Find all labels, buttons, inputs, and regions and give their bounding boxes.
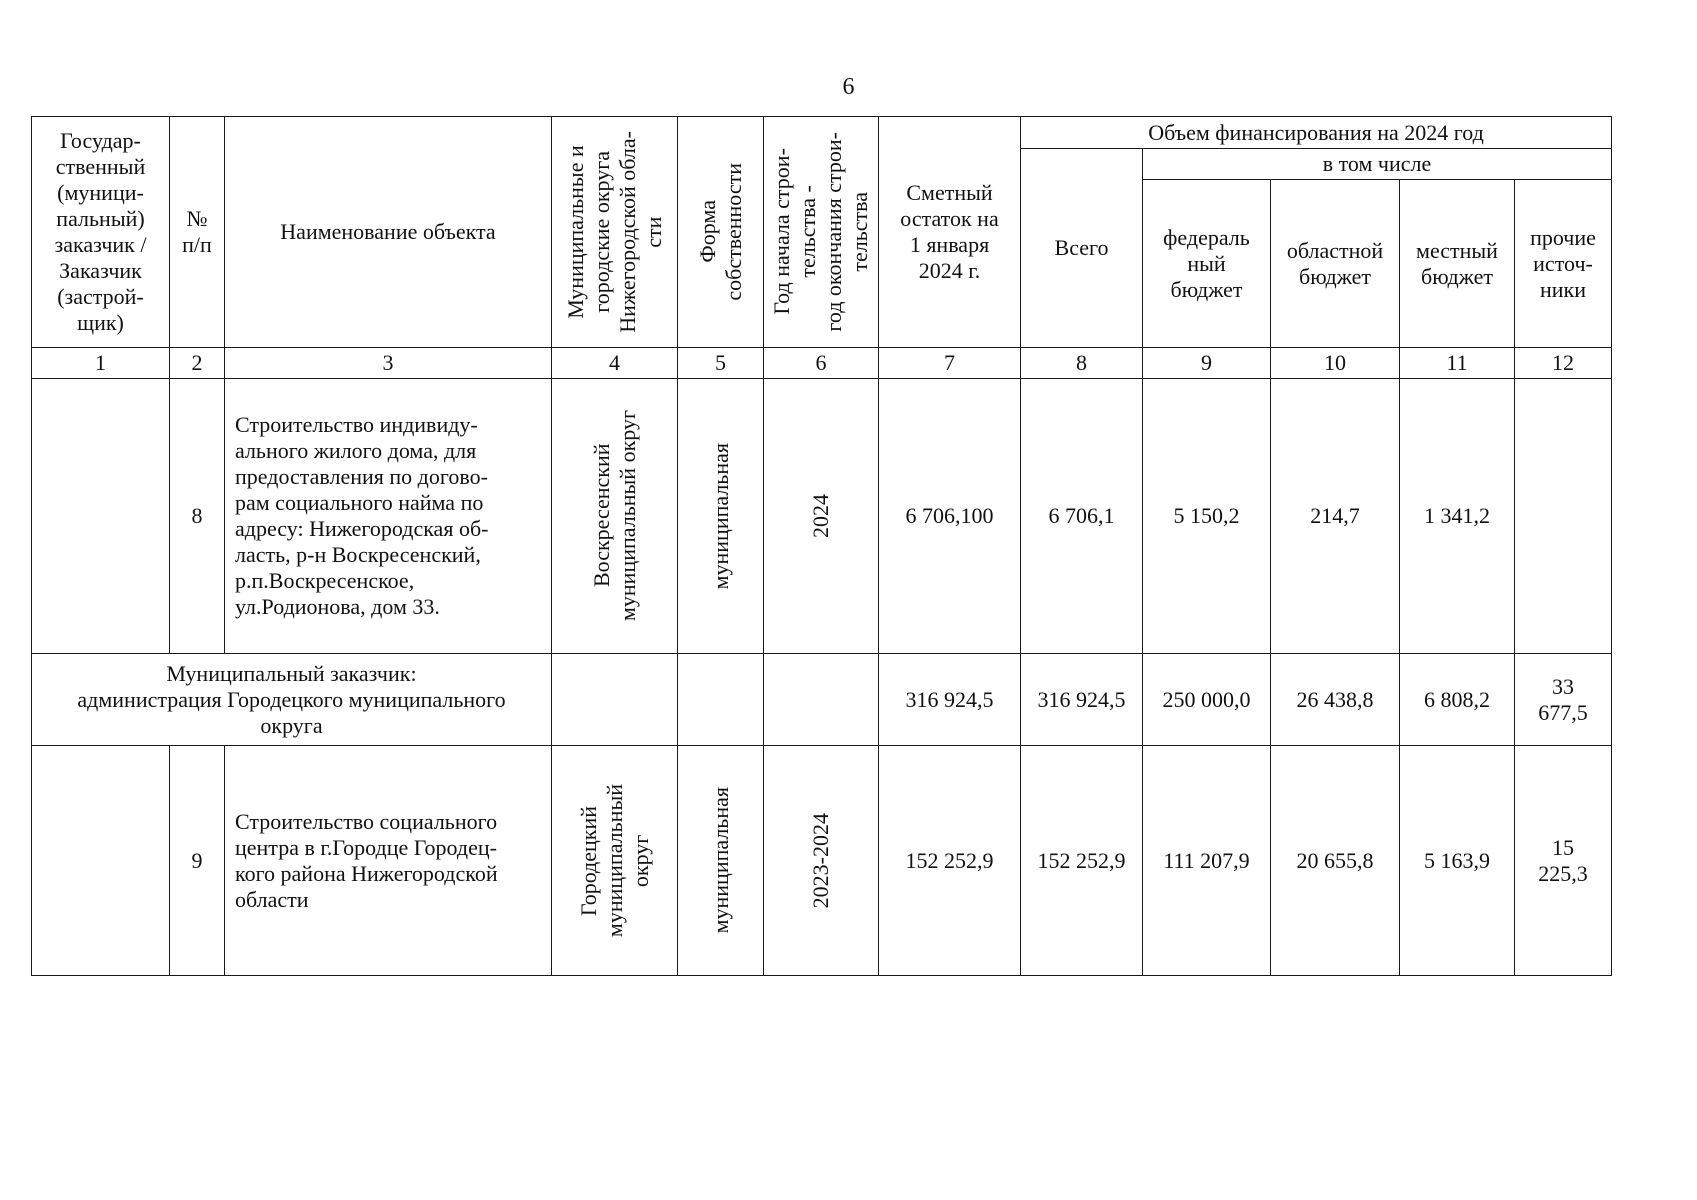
column-number: 4 <box>552 348 678 379</box>
row-municipal-district <box>552 379 678 654</box>
header-num: № п/п <box>170 117 225 348</box>
column-number: 11 <box>1400 348 1515 379</box>
row-municipal-district-text: Городецкий муниципальный округ <box>575 783 653 938</box>
customer-group-empty <box>764 654 879 746</box>
row-estimated-balance: 152 252,9 <box>879 746 1021 976</box>
row-construction-years-text: 2024 <box>808 494 833 538</box>
customer-group-empty <box>678 654 764 746</box>
header-local-budget: местный бюджет <box>1400 180 1515 348</box>
header-funding-volume: Объем финансирования на 2024 год <box>1021 117 1612 149</box>
row-construction-years <box>764 746 879 976</box>
column-number: 6 <box>764 348 879 379</box>
row-num: 9 <box>170 746 225 976</box>
table-row <box>32 379 1612 654</box>
header-federal-budget: федераль ный бюджет <box>1143 180 1271 348</box>
column-number: 9 <box>1143 348 1271 379</box>
header-construction-years-text: Год начала строи- тельства - год окончания строи- тельства <box>769 132 872 332</box>
header-customer: Государ- ственный (муници- пальный) заказчик / Заказчик (застрой- щик) <box>32 117 170 348</box>
column-number: 12 <box>1515 348 1612 379</box>
column-number: 10 <box>1271 348 1400 379</box>
customer-group-local-budget: 6 808,2 <box>1400 654 1515 746</box>
header-total: Всего <box>1021 149 1143 348</box>
row-ownership-form <box>678 746 764 976</box>
column-number: 7 <box>879 348 1021 379</box>
row-object-name: Строительство индивиду- ального жилого дома, для предоставления по догово- рам социального найма по адресу: Нижегородская об- ласть, р-н Воскресенский, р.п.Воскресенское, ул.Родионова, дом 33. <box>225 379 552 654</box>
row-local-budget: 1 341,2 <box>1400 379 1515 654</box>
column-number: 1 <box>32 348 170 379</box>
header-municipal-district-text: Муниципальные и городские округа Нижегородской обла- сти <box>562 131 666 333</box>
row-municipal-district-text: Воскресенский муниципальный округ <box>588 410 640 622</box>
row-federal-budget: 111 207,9 <box>1143 746 1271 976</box>
header-ownership-form <box>678 117 764 348</box>
column-numbers-row <box>32 348 1612 379</box>
customer-group-other-sources: 33 677,5 <box>1515 654 1612 746</box>
header-ownership-form-text: Форма собственности <box>694 163 746 301</box>
customer-group-label: Муниципальный заказчик: администрация Городецкого муниципального округа <box>32 654 552 746</box>
column-number: 5 <box>678 348 764 379</box>
header-row-1 <box>32 117 1612 149</box>
row-num: 8 <box>170 379 225 654</box>
row-federal-budget: 5 150,2 <box>1143 379 1271 654</box>
row-other-sources: 15 225,3 <box>1515 746 1612 976</box>
row-other-sources <box>1515 379 1612 654</box>
row-ownership-form-text: муниципальная <box>707 442 733 590</box>
table-row <box>32 746 1612 976</box>
header-estimated-balance: Сметный остаток на 1 января 2024 г. <box>879 117 1021 348</box>
customer-group-empty <box>552 654 678 746</box>
column-number: 2 <box>170 348 225 379</box>
row-construction-years-text: 2023-2024 <box>808 812 833 909</box>
row-estimated-balance: 6 706,100 <box>879 379 1021 654</box>
row-object-name: Строительство социального центра в г.Городце Городец- кого района Нижегородской области <box>225 746 552 976</box>
page-number: 6 <box>842 74 855 100</box>
header-construction-years <box>764 117 879 348</box>
column-number: 8 <box>1021 348 1143 379</box>
header-other-sources: прочие источ- ники <box>1515 180 1612 348</box>
customer-group-estimated-balance: 316 924,5 <box>879 654 1021 746</box>
customer-group-regional-budget: 26 438,8 <box>1271 654 1400 746</box>
header-object-name: Наименование объекта <box>225 117 552 348</box>
row-local-budget: 5 163,9 <box>1400 746 1515 976</box>
customer-group-federal-budget: 250 000,0 <box>1143 654 1271 746</box>
header-including: в том числе <box>1143 149 1612 180</box>
row-total: 152 252,9 <box>1021 746 1143 976</box>
header-regional-budget: областной бюджет <box>1271 180 1400 348</box>
row-customer <box>32 379 170 654</box>
row-regional-budget: 214,7 <box>1271 379 1400 654</box>
row-regional-budget: 20 655,8 <box>1271 746 1400 976</box>
row-ownership-form <box>678 379 764 654</box>
financing-table <box>31 116 1612 976</box>
row-ownership-form-text: муниципальная <box>707 787 733 934</box>
row-municipal-district <box>552 746 678 976</box>
header-municipal-district <box>552 117 678 348</box>
customer-group-total: 316 924,5 <box>1021 654 1143 746</box>
row-construction-years <box>764 379 879 654</box>
column-number: 3 <box>225 348 552 379</box>
row-customer <box>32 746 170 976</box>
row-total: 6 706,1 <box>1021 379 1143 654</box>
customer-group-row <box>32 654 1612 746</box>
